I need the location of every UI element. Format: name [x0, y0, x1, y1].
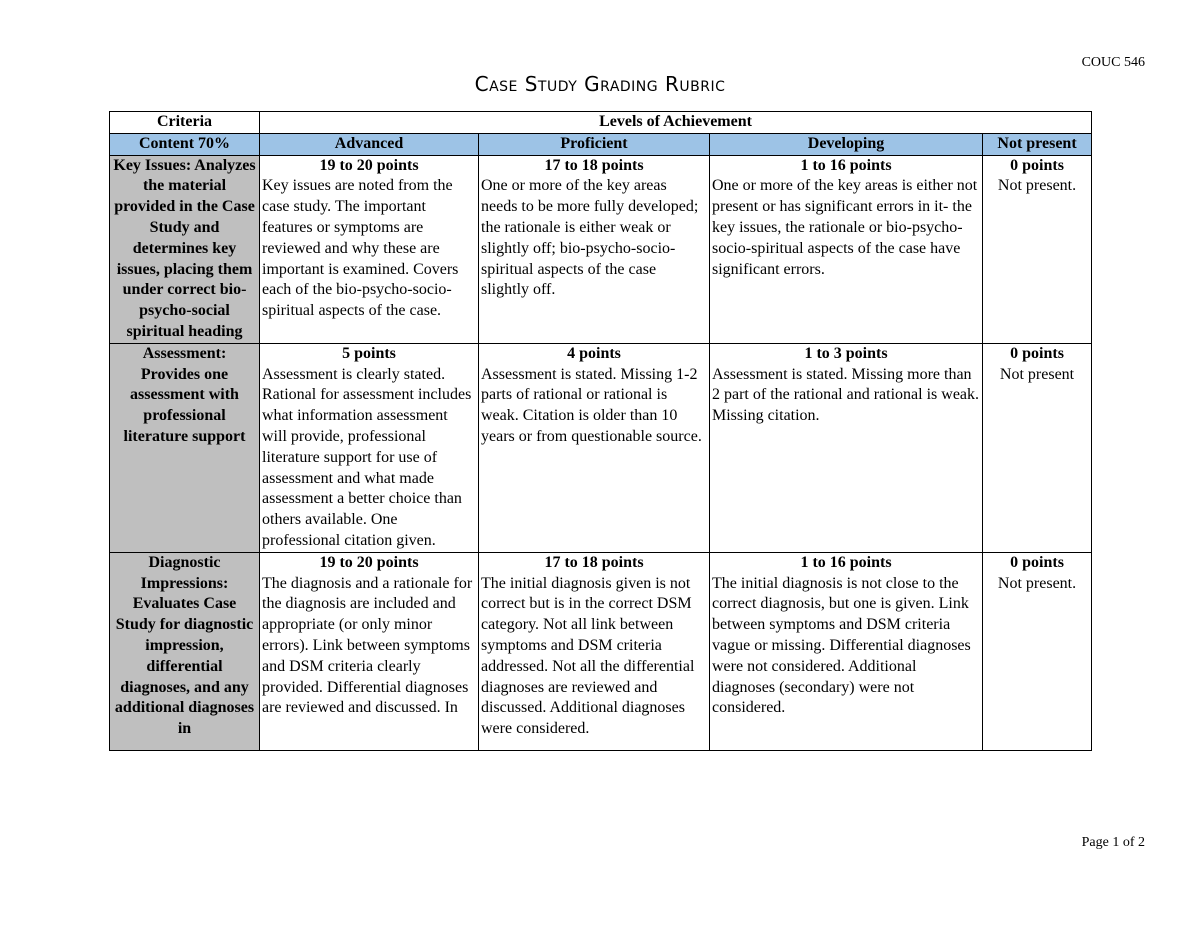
rubric-cell: [710, 552, 983, 750]
rubric-cell: [983, 343, 1092, 552]
levels-header: Levels of Achievement: [260, 112, 1092, 134]
cell-clip: [481, 553, 707, 750]
rubric-cell: [479, 552, 710, 750]
cell-description: The initial diagnosis is not close to the correct diagnosis, but one is given. Link between symptoms and DSM criteria vague or missing. Differential diagnoses were not considered. Additional diagnoses (secondary) were not considered.: [712, 574, 971, 717]
cell-description: The diagnosis and a rationale for the diagnosis are included and appropriate (or only minor errors). Link between symptoms and DSM criteria clearly provided. Differential diagnoses are reviewed and discussed. In: [262, 574, 473, 717]
rubric-cell: [983, 552, 1092, 750]
points-label: 0 points: [1010, 344, 1064, 362]
criterion-cell: Key Issues: Analyzes the material provided in the Case Study and determines key issues, placing them under correct bio-psycho-social spiritual heading: [110, 155, 260, 343]
cell-description: One or more of the key areas is either not present or has significant errors in it- the key issues, the rationale or bio-psycho-socio-spiritual aspects of the case have significant errors.: [712, 177, 978, 278]
col-advanced: Advanced: [260, 133, 479, 155]
table-row: [110, 552, 1092, 750]
rubric-cell: [710, 155, 983, 343]
header-row: [110, 112, 1092, 134]
points-label: 17 to 18 points: [544, 553, 644, 571]
rubric-cell: [479, 343, 710, 552]
cell-description: Not present: [999, 365, 1075, 383]
cell-clip: [262, 553, 476, 750]
points-label: 1 to 3 points: [804, 344, 888, 362]
cell-description: Key issues are noted from the case study. The important features or symptoms are reviewed and why these are important is examined. Covers each of the bio-psycho-socio-spiritual aspects of the case.: [262, 177, 459, 320]
cell-description: Assessment is stated. Missing 1-2 parts of rational or rational is weak. Citation is older than 10 years or from questionable source.: [481, 365, 702, 445]
points-label: 4 points: [567, 344, 621, 362]
table-row: [110, 155, 1092, 343]
points-label: 5 points: [342, 344, 396, 362]
page-title: Case Study Grading Rubric: [474, 72, 726, 96]
points-label: 1 to 16 points: [800, 156, 892, 174]
rubric-cell: [983, 155, 1092, 343]
col-proficient: Proficient: [479, 133, 710, 155]
rubric-cell: [260, 552, 479, 750]
cell-description: Not present.: [997, 574, 1077, 592]
content-header: Content 70%: [110, 133, 260, 155]
col-not-present: Not present: [983, 133, 1092, 155]
col-developing: Developing: [710, 133, 983, 155]
points-label: 19 to 20 points: [319, 156, 419, 174]
criterion-cell: [110, 552, 260, 750]
rubric-table: [109, 111, 1092, 751]
criterion-cell: Assessment: Provides one assessment with professional literature support: [110, 343, 260, 552]
cell-description: Assessment is clearly stated. Rational for assessment includes what information assessment will provide, professional literature support for use of assessment and what made assessment a better choice than others available. One professional citation given.: [262, 365, 472, 549]
table-row: [110, 343, 1092, 552]
points-label: 0 points: [1010, 156, 1064, 174]
cell-description: The initial diagnosis given is not correct but is in the correct DSM category. Not all link between symptoms and DSM criteria addressed. Not all the differential diagnoses are reviewed and discussed. Additional diagnoses were considered.: [481, 574, 695, 738]
criteria-header: Criteria: [110, 112, 260, 134]
criterion-clip: Diagnostic Impressions: Evaluates Case Study for diagnostic impression, differential diagnoses, and any additional diagnoses in: [114, 553, 255, 738]
rubric-cell: [479, 155, 710, 343]
cell-clip: [985, 553, 1089, 750]
rubric-cell: [260, 155, 479, 343]
page-number: Page 1 of 2: [1081, 835, 1145, 850]
cell-clip: [712, 553, 980, 750]
points-label: 0 points: [1010, 553, 1064, 571]
points-label: 17 to 18 points: [544, 156, 644, 174]
rubric-cell: [710, 343, 983, 552]
cell-description: Assessment is stated. Missing more than 2 part of the rational and rational is weak. Missing citation.: [712, 365, 980, 425]
points-label: 19 to 20 points: [319, 553, 419, 571]
rubric-cell: [260, 343, 479, 552]
points-label: 1 to 16 points: [800, 553, 892, 571]
cell-description: Not present.: [997, 177, 1077, 195]
cell-description: One or more of the key areas needs to be more fully developed; the rationale is either weak or slightly off; bio-psycho-socio-spiritual aspects of the case slightly off.: [481, 177, 699, 299]
course-code: COUC 546: [1081, 55, 1145, 70]
column-header-row: [110, 133, 1092, 155]
